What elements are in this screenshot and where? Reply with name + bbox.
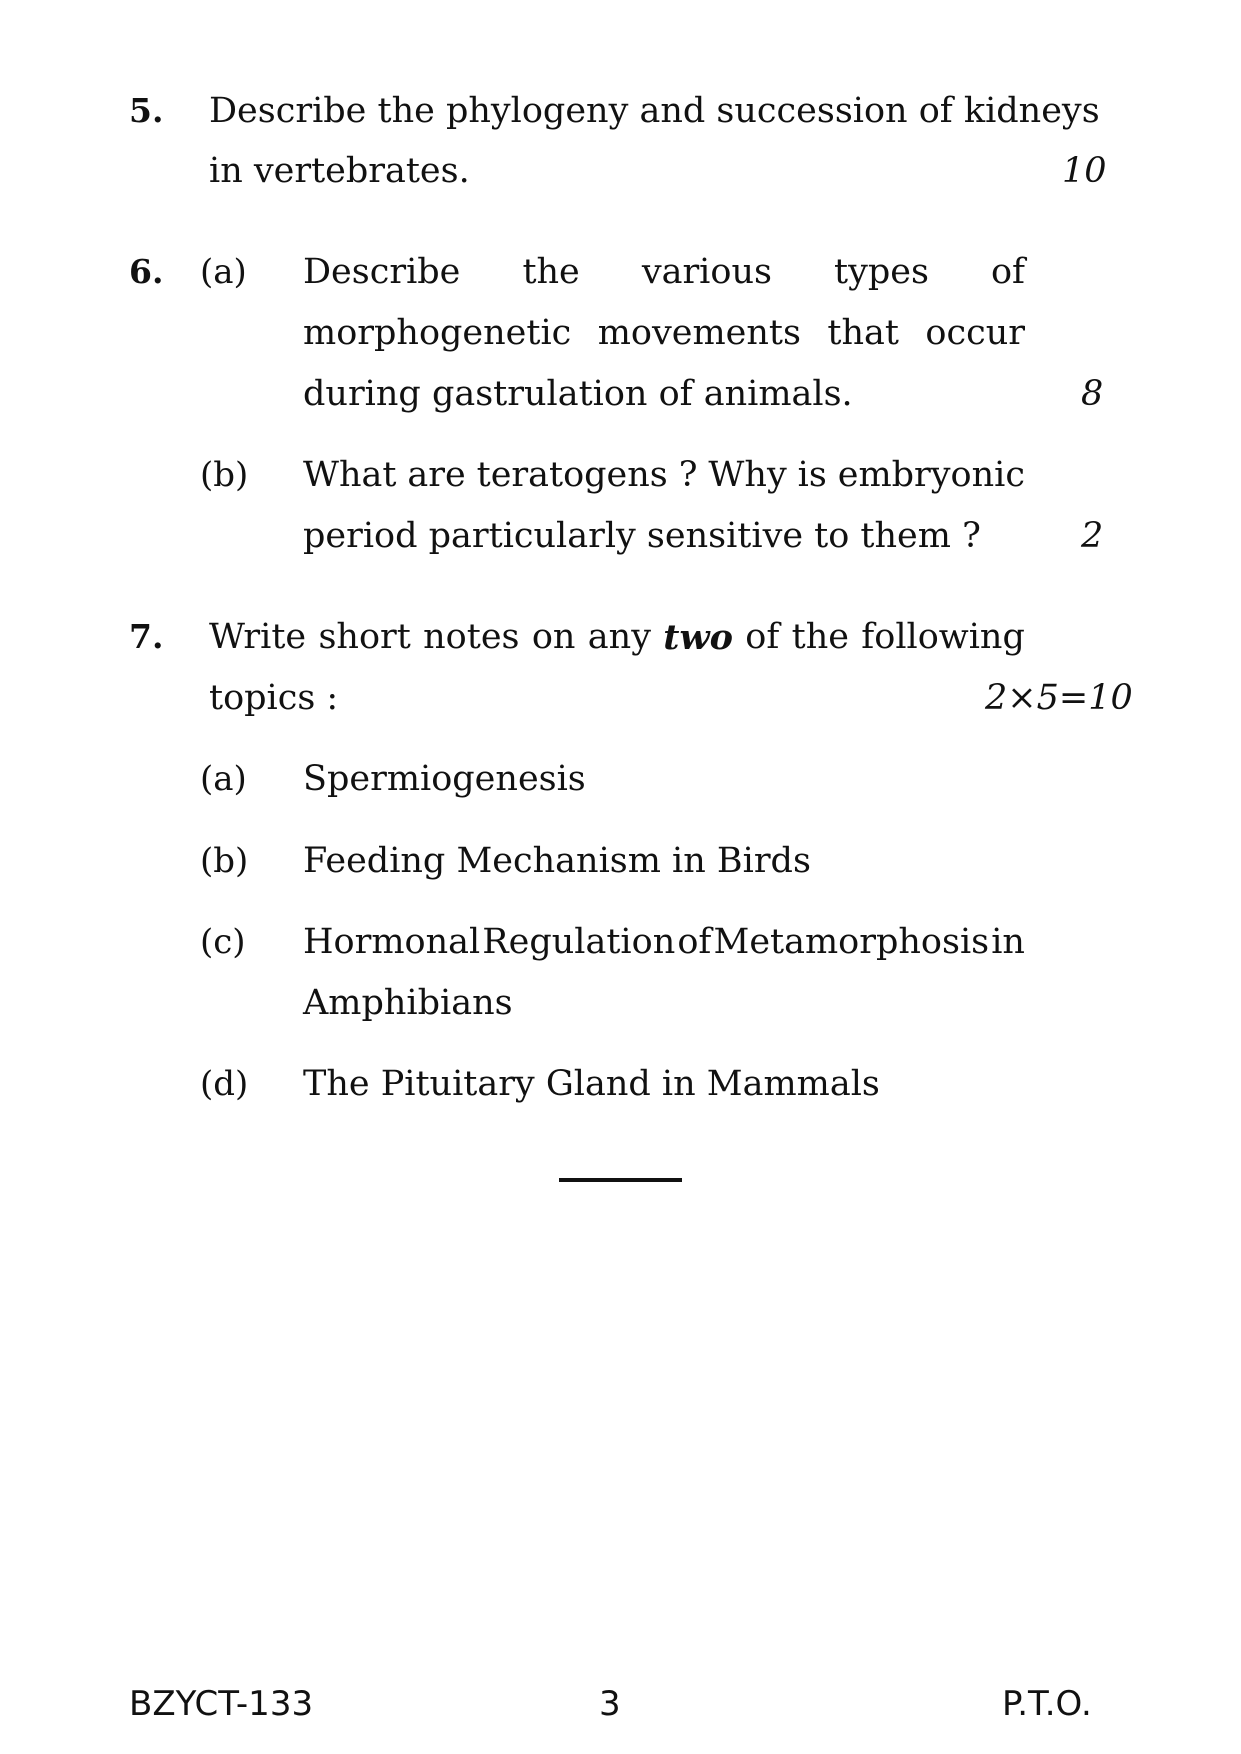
marks: 8 (1081, 374, 1104, 414)
part-label: (c) (200, 922, 246, 962)
word: movements (597, 313, 801, 353)
paper-code: BZYCT-133 (129, 1684, 314, 1724)
question-number: 6. (129, 252, 164, 291)
word: types (834, 252, 929, 292)
word: Write (209, 617, 307, 657)
word: the (522, 252, 580, 292)
part-label: (a) (200, 252, 247, 292)
word: is (797, 455, 827, 495)
part-label: (b) (200, 841, 249, 881)
part-label: (d) (200, 1064, 249, 1104)
topic-text: Amphibians (303, 983, 513, 1023)
justified-line (303, 922, 1025, 962)
question-number: 5. (129, 91, 164, 130)
word: What (303, 455, 397, 495)
justified-line (303, 313, 1025, 353)
word: that (827, 313, 899, 353)
word: Regulation (482, 922, 676, 962)
word: of (990, 252, 1025, 292)
marks: 2 (1081, 516, 1104, 556)
word: Describe (303, 252, 461, 292)
word: the (791, 617, 849, 657)
word: any (587, 617, 651, 657)
part-label: (a) (200, 759, 247, 799)
justified-line (303, 455, 1025, 495)
justified-line (209, 617, 1025, 658)
page-number: 3 (599, 1684, 621, 1724)
word: of (745, 617, 780, 657)
question-text-line: period particularly sensitive to them ? (303, 516, 981, 556)
question-text-line: in vertebrates. (209, 151, 470, 191)
emphasis-word: two (663, 617, 733, 658)
pto-label: P.T.O. (1002, 1684, 1092, 1724)
word: Hormonal (303, 922, 481, 962)
word: ? (678, 455, 698, 495)
question-number: 7. (129, 617, 164, 656)
word: various (641, 252, 772, 292)
word: short (318, 617, 411, 657)
question-text-line: Describe the phylogeny and succession of kidneys (209, 91, 1100, 131)
word: following (861, 617, 1025, 657)
word: notes (423, 617, 520, 657)
word: on (531, 617, 576, 657)
justified-line (303, 252, 1025, 292)
word: morphogenetic (303, 313, 572, 353)
word: Metamorphosis (713, 922, 990, 962)
topic-text: Feeding Mechanism in Birds (303, 841, 811, 881)
word: teratogens (476, 455, 668, 495)
topic-text: Spermiogenesis (303, 759, 586, 799)
topic-text: The Pituitary Gland in Mammals (303, 1064, 880, 1104)
marks: 2×5=10 (985, 678, 1133, 718)
end-rule (559, 1178, 682, 1182)
part-label: (b) (200, 455, 249, 495)
word: occur (925, 313, 1025, 353)
word: in (991, 922, 1025, 962)
word: are (407, 455, 466, 495)
word: of (677, 922, 712, 962)
marks: 10 (1062, 151, 1107, 191)
word: embryonic (837, 455, 1025, 495)
question-text-line: topics : (209, 678, 339, 718)
word: Why (708, 455, 787, 495)
question-text-line: during gastrulation of animals. (303, 374, 853, 414)
